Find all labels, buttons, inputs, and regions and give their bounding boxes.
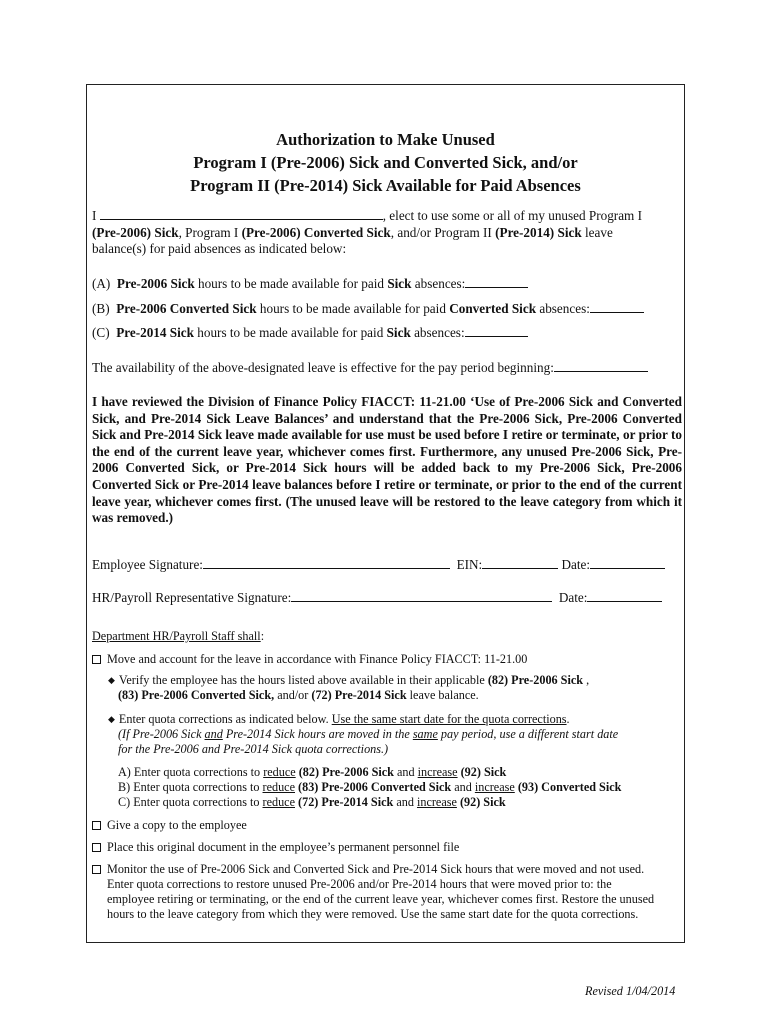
italic-note-line-1: (If Pre-2006 Sick and Pre-2014 Sick hours are moved in the same pay period, use a different start date: [118, 727, 619, 741]
dept-heading: Department HR/Payroll Staff shall:: [92, 629, 265, 643]
checkbox-file[interactable]: [92, 843, 101, 852]
verify-line-1: ◆ Verify the employee has the hours listed above available in their applicable (82) Pre-2006 Sick ,: [108, 673, 590, 687]
intro-line-2: (Pre-2006) Sick, Program I (Pre-2006) Converted Sick, and/or Program II (Pre-2014) Sick leave: [92, 225, 613, 240]
item-a-hours-field[interactable]: [465, 276, 528, 288]
quota-a: A) Enter quota corrections to reduce (82) Pre-2006 Sick and increase (92) Sick: [118, 765, 507, 779]
diamond-bullet-icon: ◆: [108, 714, 115, 724]
hr-signature-field[interactable]: [291, 590, 552, 602]
intro-line-1: [92, 208, 642, 224]
hr-date-field[interactable]: [587, 590, 662, 602]
checkbox-monitor[interactable]: [92, 865, 101, 874]
form-title-line-2: Program I (Pre-2006) Sick and Converted Sick, and/or: [193, 153, 578, 172]
form-title-line-3: Program II (Pre-2014) Sick Available for Paid Absences: [190, 176, 581, 195]
hr-signature-line: HR/Payroll Representative Signature: Date:: [92, 590, 662, 606]
item-a: (A) Pre-2006 Sick hours to be made available for paid Sick absences:: [92, 276, 528, 292]
intro-i: I: [92, 208, 97, 223]
italic-note-line-2: for the Pre-2006 and Pre-2014 Sick quota corrections.): [118, 742, 389, 756]
checklist-item-move: Move and account for the leave in accordance with Finance Policy FIACCT: 11-21.00: [92, 652, 527, 667]
employee-date-field[interactable]: [590, 557, 665, 569]
enter-quota-line: ◆ Enter quota corrections as indicated below. Use the same start date for the quota corrections.: [108, 712, 570, 726]
revision-date: Revised 1/04/2014: [585, 984, 676, 998]
employee-name-field[interactable]: [100, 208, 383, 220]
quota-c: C) Enter quota corrections to reduce (72) Pre-2014 Sick and increase (92) Sick: [118, 795, 506, 809]
monitor-line-3: employee retiring or terminating, or the end of the current leave year, whichever comes first. Restore the unused: [107, 892, 655, 906]
form-title-line-1: Authorization to Make Unused: [276, 130, 495, 149]
intro-line-3: balance(s) for paid absences as indicated below:: [92, 241, 347, 256]
checkbox-copy[interactable]: [92, 821, 101, 830]
employee-signature-field[interactable]: [203, 557, 450, 569]
item-c-hours-field[interactable]: [465, 325, 528, 337]
checkbox-move[interactable]: [92, 655, 101, 664]
monitor-line-4: hours to the leave category from which they were removed. Use the same start date for the quota corrections.: [107, 907, 639, 921]
intro-line-1-text: , elect to use some or all of my unused Program I: [382, 208, 642, 223]
effective-pay-period-field[interactable]: [554, 360, 648, 372]
diamond-bullet-icon: ◆: [108, 675, 115, 685]
employee-signature-line: Employee Signature: EIN: Date:: [92, 557, 665, 573]
verify-line-2: (83) Pre-2006 Converted Sick, and/or (72) Pre-2014 Sick leave balance.: [118, 688, 479, 702]
item-b-hours-field[interactable]: [590, 301, 644, 313]
monitor-line-2: Enter quota corrections to restore unused Pre-2006 and/or Pre-2014 hours that were moved prior to: the: [107, 877, 612, 891]
item-b: (B) Pre-2006 Converted Sick hours to be made available for paid Converted Sick absences:: [92, 301, 644, 317]
ein-field[interactable]: [482, 557, 558, 569]
quota-b: B) Enter quota corrections to reduce (83) Pre-2006 Converted Sick and increase (93) Converted Sick: [118, 780, 622, 794]
checklist-item-copy: Give a copy to the employee: [92, 818, 247, 833]
policy-acknowledgement: I have reviewed the Division of Finance Policy FIACCT: 11-21.00 ‘Use of Pre-2006 Sick and Converted Sick, and Pre-2014 Sick Leave Balances’ and understand that the Pre-2006 Sick, Pre-2006 Converted Sick and Pre-2014 Sick leave made available for use must be used before I retire or terminate, or prior to the end of the current leave year, whichever comes first. Furthermore, any unused Pre-2006 Sick, Pre-2006 Converted Sick, or Pre-2014 Sick hours will be added back to my Pre-2006 Sick, Pre-2006 Converted Sick or Pre-2014 leave balances before I retire or terminate, or prior to the end of the current leave year, whichever comes first. (The unused leave will be restored to the leave category from which it was removed.): [92, 394, 682, 526]
checklist-item-monitor: Monitor the use of Pre-2006 Sick and Converted Sick and Pre-2014 Sick hours that were moved and not used.: [92, 862, 644, 877]
item-c: (C) Pre-2014 Sick hours to be made available for paid Sick absences:: [92, 325, 528, 341]
effective-line: The availability of the above-designated leave is effective for the pay period beginning:: [92, 360, 648, 376]
checklist-item-file: Place this original document in the employee’s permanent personnel file: [92, 840, 459, 855]
